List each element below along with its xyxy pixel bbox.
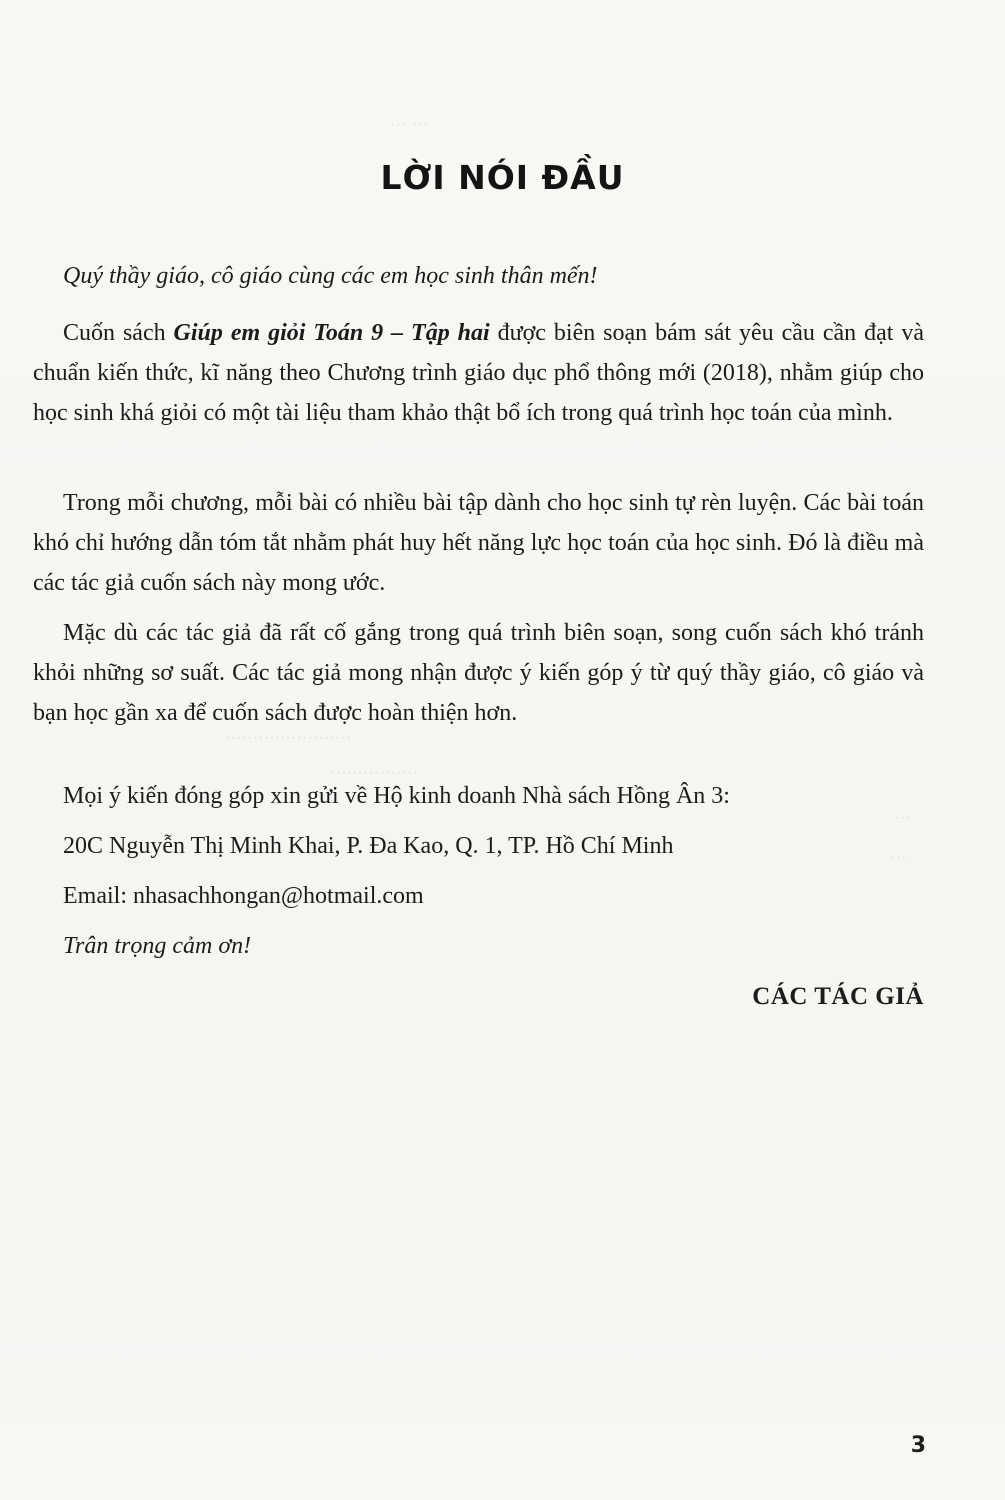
closing-thanks: Trân trọng cảm ơn!: [63, 933, 252, 959]
paragraph-feedback: Mặc dù các tác giả đã rất cố gắng trong quá trình biên soạn, song cuốn sách khó tránh khỏi những sơ suất. Các tác giả mong nhận được ý kiến góp ý từ quý thầy giáo, cô giáo và bạn học gần xa để cuốn sách được hoàn thiện hơn.: [33, 620, 924, 726]
contact-address: 20C Nguyễn Thị Minh Khai, P. Đa Kao, Q. 1, TP. Hồ Chí Minh: [63, 833, 674, 859]
show-through-text: ∙∙∙: [895, 805, 912, 830]
page-title: LỜI NÓI ĐẦU: [380, 158, 625, 197]
show-through-text: ∙∙∙: [890, 845, 907, 870]
show-through-text: ∙∙∙∙∙∙∙∙∙∙∙∙∙∙∙∙: [330, 760, 418, 785]
page-number: 3: [910, 1433, 926, 1458]
contact-email: Email: nhasachhongan@hotmail.com: [63, 883, 424, 909]
signature: CÁC TÁC GIẢ: [752, 983, 924, 1010]
paragraph-exercises: Trong mỗi chương, mỗi bài có nhiều bài tập dành cho học sinh tự rèn luyện. Các bài toán khó chỉ hướng dẫn tóm tắt nhằm phát huy hết năng lực học toán của học sinh. Đó là điều mà các tác giả cuốn sách này mong ước.: [33, 490, 924, 596]
show-through-text: ∙∙∙ ∙∙∙: [390, 112, 429, 137]
paragraph-intro-prefix: Cuốn sách: [63, 320, 174, 346]
greeting: Quý thầy giáo, cô giáo cùng các em học sinh thân mến!: [63, 263, 598, 289]
show-through-text: ∙∙∙∙∙∙∙∙∙∙∙∙∙∙∙∙∙∙∙∙∙∙∙: [225, 725, 352, 750]
paragraph-intro: [33, 313, 924, 433]
book-title: Giúp em giỏi Toán 9 – Tập hai: [173, 320, 490, 346]
contact-intro: Mọi ý kiến đóng góp xin gửi về Hộ kinh doanh Nhà sách Hồng Ân 3:: [63, 783, 730, 809]
paragraph-intro-suffix: được biên soạn bám sát yêu cầu cần đạt và chuẩn kiến thức, kĩ năng theo Chương trình giáo dục phổ thông mới (2018), nhằm giúp cho học sinh khá giỏi có một tài liệu tham khảo thật bổ ích trong quá trình học toán của mình.: [33, 320, 924, 426]
